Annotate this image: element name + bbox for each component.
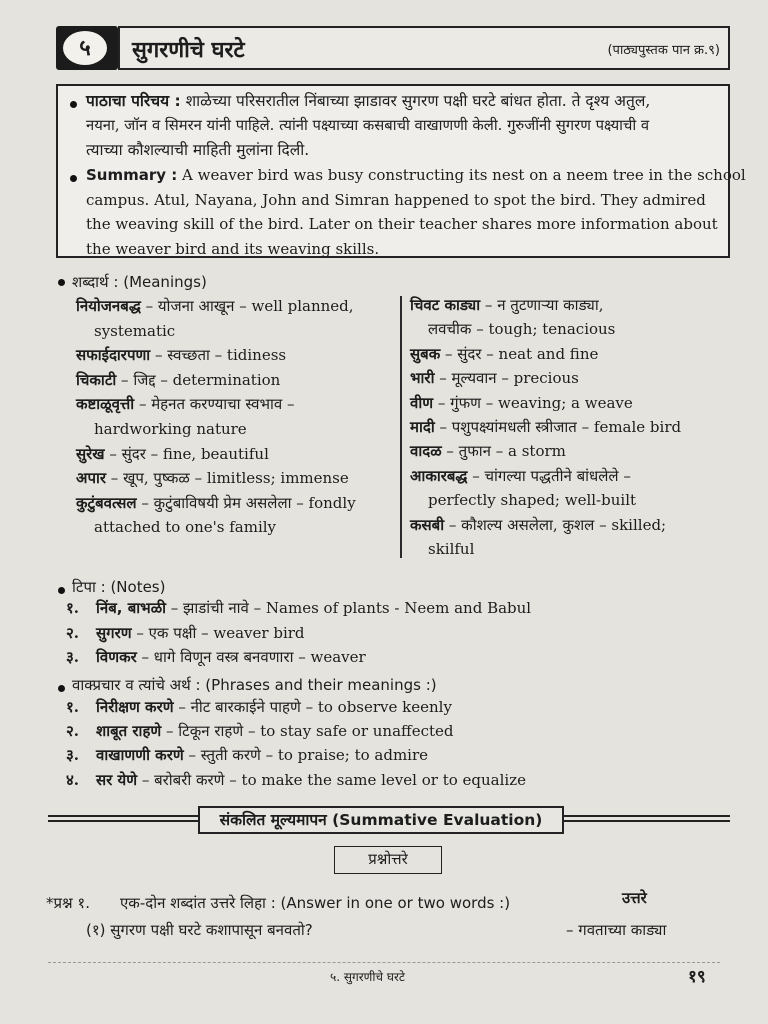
question-answers-label: प्रश्नोत्तरे: [334, 846, 442, 874]
meaning-entry: [76, 296, 354, 316]
title-box: [118, 26, 730, 70]
meaning-entry: [410, 344, 598, 364]
meaning-word: कुटुंबवत्सल: [76, 493, 137, 512]
chapter-title: सुगरणीचे घरटे: [132, 38, 245, 63]
band-rule: [564, 815, 730, 817]
meaning-text: – पशुपक्ष्यांमधली स्त्रीजात – female bird: [439, 418, 682, 436]
meaning-text: – कौशल्य असलेला, कुशल – skilled;: [448, 515, 667, 534]
meaning-text: skilful: [428, 540, 475, 558]
column-divider: [400, 296, 402, 558]
meaning-word: सुरेख: [76, 444, 105, 463]
meaning-entry: [410, 368, 579, 388]
summary-paragraph: [86, 163, 746, 261]
meaning-entry: [76, 345, 286, 365]
meaning-text: – सुंदर – neat and fine: [445, 344, 599, 363]
question-prefix: *प्रश्न १.: [46, 894, 90, 912]
summative-evaluation-title: संकलित मूल्यमापन (Summative Evaluation): [198, 806, 564, 834]
intro-label: पाठाचा परिचय :: [86, 92, 181, 110]
band-rule: [48, 820, 198, 822]
item-word: निरीक्षण करणे: [96, 698, 174, 716]
item-text: – धागे विणून वस्त्र बनवणारा – weaver: [136, 648, 366, 666]
summary-label: Summary :: [86, 166, 178, 184]
item-text: – झाडांची नावे – Names of plants - Neem and Babul: [165, 599, 532, 617]
notes-item: [66, 623, 305, 643]
band-rule: [48, 815, 198, 817]
item-text: – एक पक्षी – weaver bird: [131, 623, 305, 642]
item-number: १.: [66, 698, 80, 716]
intro-line: शाळेच्या परिसरातील निंबाच्या झाडावर सुगरण पक्षी घरटे बांधत होता. ते दृश्य अतुल,: [185, 92, 651, 110]
meaning-text: systematic: [94, 321, 176, 340]
page-number: १९: [688, 967, 706, 987]
phrases-item: [66, 745, 428, 765]
meaning-text: – मेहनत करण्याचा स्वभाव –: [138, 395, 295, 414]
meaning-word: चिवट काड्या: [410, 296, 481, 314]
notes-item: [66, 647, 366, 667]
item-number: ४.: [66, 770, 80, 789]
item-text: – नीट बारकाईने पाहणे – to observe keenly: [173, 698, 452, 716]
intro-box: [56, 84, 746, 258]
footer-rule: [48, 962, 720, 963]
summary-line: campus. Atul, Nayana, John and Simran happened to spot the bird. They admired: [86, 190, 706, 209]
meaning-entry: [76, 444, 269, 464]
answers-label: उत्तरे: [622, 889, 647, 907]
intro-paragraph: [86, 89, 726, 163]
meaning-text: attached to one's family: [94, 518, 277, 537]
summary-line: A weaver bird was busy constructing its nest on a neem tree in the school: [182, 166, 746, 184]
sub-question: (१) सुगरण पक्षी घरटे कशापासून बनवतो?: [86, 921, 313, 939]
bullet-icon: [70, 175, 77, 182]
phrases-item: [66, 697, 452, 717]
meaning-word: अपार: [76, 469, 107, 488]
meaning-word: कसबी: [410, 515, 445, 534]
notes-item: [66, 598, 531, 618]
meaning-text: – योजना आखून – well planned,: [145, 297, 354, 315]
meaning-text: – जिद्द – determination: [121, 370, 281, 389]
footer-title: ५. सुगरणीचे घरटे: [330, 970, 405, 984]
meaning-word: मादी: [410, 418, 435, 436]
notes-heading: टिपा : (Notes): [72, 578, 166, 596]
meaning-text: लवचीक – tough; tenacious: [428, 320, 616, 339]
meaning-text: – गुंफण – weaving; a weave: [437, 393, 633, 412]
meaning-entry: [76, 468, 349, 488]
meaning-text: – मूल्यवान – precious: [439, 369, 579, 388]
item-text: – स्तुती करणे – to praise; to admire: [183, 746, 429, 765]
meaning-word: कष्टाळूवृत्ती: [76, 395, 135, 414]
sub-answer: – गवताच्या काड्या: [566, 921, 667, 939]
item-word: सुगरण: [96, 623, 132, 642]
bullet-icon: [58, 685, 65, 692]
item-text: – टिकून राहणे – to stay safe or unaffected: [161, 722, 454, 741]
item-word: विणकर: [96, 648, 137, 666]
meaning-text: – न तुटणाऱ्या काड्या,: [484, 296, 604, 314]
item-number: ३.: [66, 648, 80, 666]
meaning-text: perfectly shaped; well-built: [428, 491, 637, 510]
meaning-text: – तुफान – a storm: [446, 442, 566, 461]
meaning-text: – कुटुंबाविषयी प्रेम असलेला – fondly: [141, 493, 356, 512]
chapter-number: ५: [63, 31, 107, 65]
meaning-word: आकारबद्ध: [410, 466, 468, 485]
meaning-text: – सुंदर – fine, beautiful: [109, 444, 269, 463]
item-word: सर येणे: [96, 770, 138, 789]
meaning-entry: [76, 370, 280, 390]
meaning-word: चिकाटी: [76, 370, 117, 389]
intro-line: त्याच्या कौशल्याची माहिती मुलांना दिली.: [86, 141, 310, 159]
meaning-word: भारी: [410, 369, 435, 388]
meaning-entry: [94, 321, 175, 341]
question-text: एक-दोन शब्दांत उत्तरे लिहा : (Answer in one or two words :): [120, 894, 511, 912]
meaning-entry: [76, 394, 295, 414]
meaning-text: – खूप, पुष्कळ – limitless; immense: [110, 469, 349, 488]
item-number: २.: [66, 623, 80, 642]
meaning-entry: [410, 466, 631, 486]
item-number: २.: [66, 722, 80, 741]
phrases-heading: वाक्प्रचार व त्यांचे अर्थ : (Phrases and their meanings :): [72, 676, 437, 694]
phrases-item: [66, 721, 453, 741]
meaning-entry: [410, 295, 603, 315]
meaning-entry: [428, 490, 636, 510]
item-number: १.: [66, 599, 80, 617]
meaning-word: वीण: [410, 393, 434, 412]
textbook-reference: (पाठ्यपुस्तक पान क्र.९): [607, 43, 720, 58]
band-rule: [564, 820, 730, 822]
meanings-heading: शब्दार्थ : (Meanings): [72, 273, 207, 291]
summary-line: the weaver bird and its weaving skills.: [86, 239, 380, 258]
meaning-word: वादळ: [410, 442, 442, 461]
intro-line: नयना, जॉन व सिमरन यांनी पाहिले. त्यांनी पक्ष्याच्या कसबाची वाखाणणी केली. गुरुजींनी सुगरण पक्ष्याची व: [86, 116, 650, 134]
meaning-text: – चांगल्या पद्धतीने बांधलेले –: [472, 466, 631, 485]
bullet-icon: [58, 279, 65, 286]
meaning-entry: [410, 393, 633, 413]
meaning-word: सुबक: [410, 344, 441, 363]
meaning-entry: [410, 515, 666, 535]
meaning-entry: [410, 417, 681, 437]
summary-line: the weaving skill of the bird. Later on their teacher shares more information about: [86, 215, 718, 233]
meaning-word: नियोजनबद्ध: [76, 297, 141, 315]
chapter-badge: [56, 26, 118, 70]
phrases-item: [66, 770, 526, 790]
item-number: ३.: [66, 746, 80, 765]
meaning-entry: [94, 517, 276, 537]
meaning-entry: [428, 539, 474, 559]
meaning-entry: [428, 319, 615, 339]
item-text: – बरोबरी करणे – to make the same level or to equalize: [137, 770, 526, 789]
item-word: शाबूत राहणे: [96, 722, 162, 741]
meaning-text: – स्वच्छता – tidiness: [154, 346, 287, 365]
bullet-icon: [70, 101, 77, 108]
meaning-entry: [410, 441, 566, 461]
meaning-word: सफाईदारपणा: [76, 346, 151, 365]
bullet-icon: [58, 587, 65, 594]
meaning-entry: [94, 419, 247, 439]
meaning-text: hardworking nature: [94, 420, 247, 438]
meaning-entry: [76, 493, 356, 513]
item-word: वाखाणणी करणे: [96, 746, 184, 765]
item-word: निंब, बाभळी: [96, 599, 166, 617]
